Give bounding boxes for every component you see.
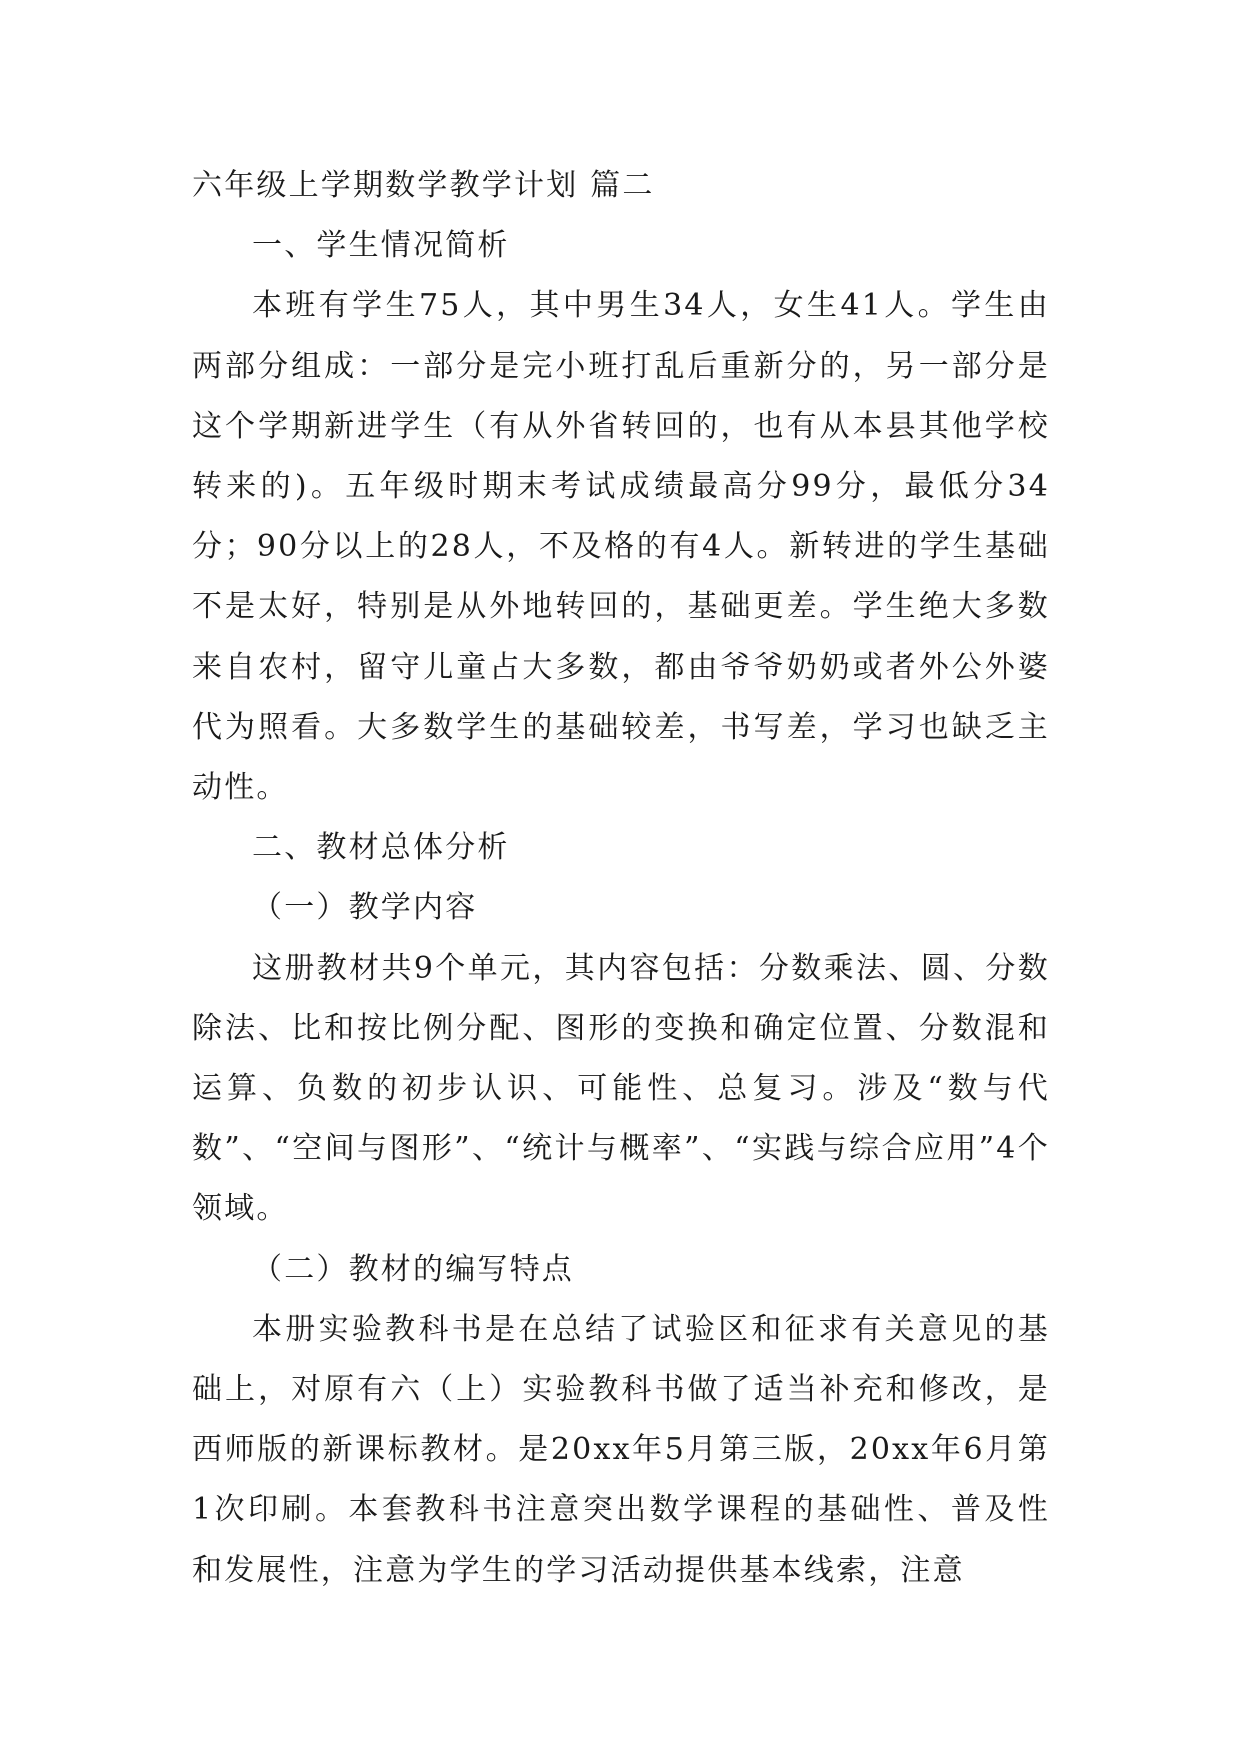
section2-heading: 二、教材总体分析 xyxy=(252,830,510,866)
subsection2-paragraph: 本册实验教科书是在总结了试验区和征求有关意见的基础上，对原有六（上）实验教科书做了适当补充和修改，是西师版的新课标教材。是20xx年5月第三版，20xx年6月第1次印刷。本套教科书注意突出数学课程的基础性、普及性和发展性，注意为学生的学习活动提供基本线索，注意 xyxy=(192,1311,1050,1588)
document-title: 六年级上学期数学教学计划 篇二 xyxy=(192,168,655,203)
section1-paragraph: 本班有学生75人，其中男生34人，女生41人。学生由两部分组成：一部分是完小班打乱后重新分的，另一部分是这个学期新进学生（有从外省转回的，也有从本县其他学校转来的)。五年级时期末考试成绩最高分99分，最低分34分；90分以上的28人，不及格的有4人。新转进的学生基础不是太好，特别是从外地转回的，基础更差。学生绝大多数来自农村，留守儿童占大多数，都由爷爷奶奶或者外公外婆代为照看。大多数学生的基础较差，书写差，学习也缺乏主动性。 xyxy=(192,288,1050,806)
subsection1-paragraph: 这册教材共9个单元，其内容包括：分数乘法、圆、分数除法、比和按比例分配、图形的变换和确定位置、分数混和运算、负数的初步认识、可能性、总复习。涉及“数与代数”、“空间与图形”、“统计与概率”、“实践与综合应用”4个领域。 xyxy=(192,950,1050,1227)
subsection1-heading: （一）教学内容 xyxy=(252,890,478,926)
subsection2-heading: （二）教材的编写特点 xyxy=(252,1251,574,1287)
section1-heading: 一、学生情况简析 xyxy=(252,228,510,264)
document-body xyxy=(192,156,1050,1601)
